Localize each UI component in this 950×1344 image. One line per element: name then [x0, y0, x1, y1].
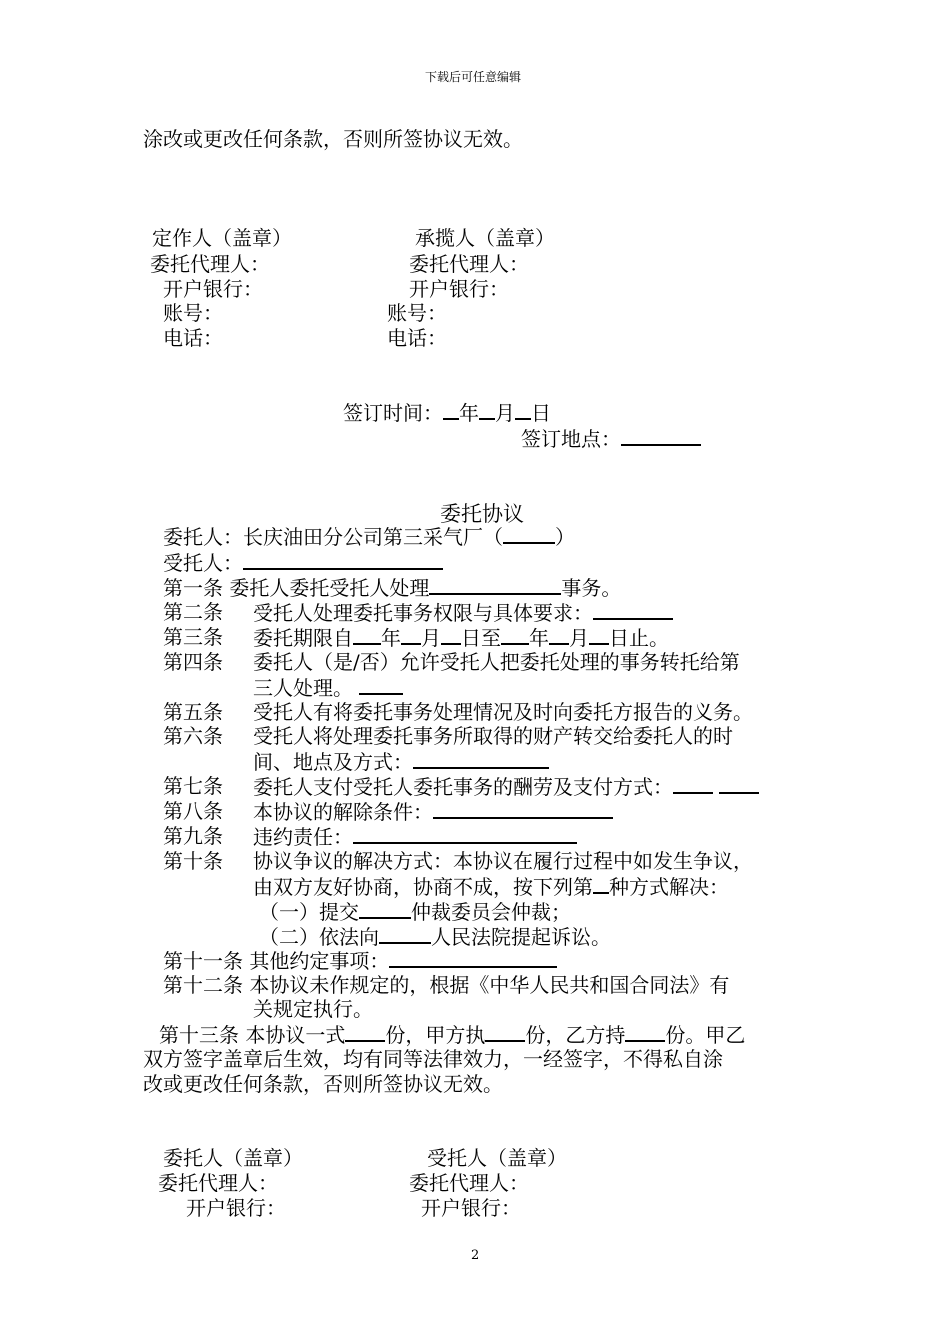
- party-a-seal-label: 定作人（盖章）: [152, 226, 292, 250]
- article-1: [163, 575, 621, 600]
- blank-end-day: [589, 625, 609, 645]
- article-text: 由双方友好协商，协商不成，按下列第: [253, 875, 593, 899]
- blank-choice: [359, 675, 403, 695]
- article-9-text: [253, 824, 577, 849]
- document-title: 委托协议: [440, 502, 524, 526]
- client-seal-label: 委托人（盖章）: [163, 1146, 303, 1170]
- article-10-option-2: [259, 924, 611, 949]
- article-text: 委托人委托受托人处理: [229, 576, 430, 600]
- option-text: （二）依法向: [259, 925, 379, 949]
- party-b-bank-label: 开户银行：: [409, 277, 509, 301]
- client-line: [163, 524, 575, 549]
- trustee-agent-label: 委托代理人：: [409, 1171, 529, 1195]
- article-4-line-1: 委托人（是/否）允许受托人把委托处理的事务转托给第: [253, 650, 740, 674]
- blank-liability: [353, 824, 577, 844]
- blank-trustee: [243, 550, 443, 570]
- blank-payment-1: [673, 774, 713, 794]
- page-number: 2: [471, 1248, 480, 1263]
- article-12-line-2: 关规定执行。: [253, 997, 373, 1021]
- article-3-number: 第三条: [163, 625, 223, 649]
- article-6-line-2: [253, 749, 549, 774]
- article-4-number: 第四条: [163, 650, 223, 674]
- trustee-line: [163, 550, 443, 575]
- month-label: 月: [569, 626, 589, 650]
- blank-transfer-method: [413, 749, 549, 769]
- previous-contract-tail: 涂改或更改任何条款，否则所签协议无效。: [143, 127, 523, 151]
- article-5-text: 受托人有将委托事务处理情况及时向委托方报告的义务。: [253, 700, 753, 724]
- blank-party-a-copies: [485, 1022, 525, 1042]
- article-text: 种方式解决：: [609, 875, 729, 899]
- article-text: 违约责任：: [253, 825, 353, 849]
- article-6-number: 第六条: [163, 724, 223, 748]
- blank-start-month: [401, 625, 421, 645]
- blank-termination: [433, 799, 613, 819]
- article-13-line-2: 双方签字盖章后生效，均有同等法律效力，一经签字，不得私自涂: [143, 1047, 723, 1071]
- article-3-text: [253, 625, 669, 650]
- article-9-number: 第九条: [163, 824, 223, 848]
- blank-court: [379, 924, 431, 944]
- client-label: 委托人：长庆油田分公司第三采气厂（: [163, 525, 503, 549]
- article-text: 第十三条 本协议一式: [159, 1023, 346, 1047]
- article-7-text: [253, 774, 759, 799]
- trustee-seal-label: 受托人（盖章）: [427, 1146, 567, 1170]
- blank-start-year: [353, 625, 381, 645]
- party-b-phone-label: 电话：: [387, 326, 447, 350]
- blank-other-terms: [389, 948, 557, 968]
- blank-copies: [345, 1022, 385, 1042]
- client-agent-label: 委托代理人：: [158, 1171, 278, 1195]
- option-text: （一）提交: [259, 900, 359, 924]
- blank-payment-2: [719, 774, 759, 794]
- article-10-number: 第十条: [163, 849, 223, 873]
- blank-end-month: [549, 625, 569, 645]
- article-13-line-3: 改或更改任何条款，否则所签协议无效。: [143, 1072, 503, 1096]
- article-13-line-1: [159, 1022, 745, 1047]
- day-to-label: 日至: [461, 626, 501, 650]
- party-a-bank-label: 开户银行：: [163, 277, 263, 301]
- article-8-number: 第八条: [163, 799, 223, 823]
- month-label: 月: [495, 401, 515, 425]
- article-text: 本协议的解除条件：: [253, 800, 433, 824]
- party-a-agent-label: 委托代理人：: [150, 252, 270, 276]
- sign-time-label: 签订时间：: [343, 401, 443, 425]
- day-label: 日: [531, 401, 551, 425]
- blank-method-number: [593, 874, 609, 894]
- month-label: 月: [421, 626, 441, 650]
- article-7-number: 第七条: [163, 774, 223, 798]
- article-text: 三人处理。: [253, 676, 353, 700]
- blank-arbitration: [359, 899, 411, 919]
- sign-time-line: [343, 400, 551, 425]
- blank-year: [443, 400, 459, 420]
- article-text: 份。甲乙: [665, 1023, 746, 1047]
- article-text: 事务。: [561, 576, 622, 600]
- blank-matter: [429, 575, 561, 595]
- article-text: 份，乙方持: [525, 1023, 626, 1047]
- close-paren: ）: [555, 525, 575, 549]
- article-8-text: [253, 799, 613, 824]
- article-number: 第十一条: [163, 949, 243, 973]
- option-text: 人民法院提起诉讼。: [431, 925, 611, 949]
- trustee-bank-label: 开户银行：: [421, 1196, 521, 1220]
- article-4-line-2: [253, 675, 403, 700]
- article-5-number: 第五条: [163, 700, 223, 724]
- trustee-label: 受托人：: [163, 551, 243, 575]
- article-text: 本协议未作规定的，根据《中华人民共和国合同法》有: [249, 973, 730, 997]
- blank-client-unit: [503, 524, 555, 544]
- blank-sign-place: [621, 426, 701, 446]
- sign-place-line: [521, 426, 701, 451]
- blank-end-year: [501, 625, 529, 645]
- sign-place-label: 签订地点：: [521, 427, 621, 451]
- blank-requirements: [593, 600, 673, 620]
- article-6-line-1: 受托人将处理委托事务所取得的财产转交给委托人的时: [253, 724, 733, 748]
- blank-start-day: [441, 625, 461, 645]
- client-bank-label: 开户银行：: [186, 1196, 286, 1220]
- article-text: 份，甲方执: [385, 1023, 486, 1047]
- option-text: 仲裁委员会仲裁；: [411, 900, 571, 924]
- blank-month: [479, 400, 495, 420]
- article-12-line-1: [163, 973, 729, 997]
- article-2-text: [253, 600, 673, 625]
- article-text: 委托期限自: [253, 626, 353, 650]
- year-label: 年: [529, 626, 549, 650]
- party-b-account-label: 账号：: [387, 301, 447, 325]
- article-10-line-2: [253, 874, 729, 899]
- article-10-option-1: [259, 899, 571, 924]
- party-b-agent-label: 委托代理人：: [409, 252, 529, 276]
- article-number: 第一条: [163, 576, 223, 600]
- party-a-phone-label: 电话：: [163, 326, 223, 350]
- article-text: 其他约定事项：: [249, 949, 390, 973]
- party-b-seal-label: 承揽人（盖章）: [415, 226, 555, 250]
- year-label: 年: [381, 626, 401, 650]
- article-text: 委托人支付受托人委托事务的酬劳及支付方式：: [253, 775, 673, 799]
- article-text: 受托人处理委托事务权限与具体要求：: [253, 601, 593, 625]
- year-label: 年: [459, 401, 479, 425]
- page-header: 下载后可任意编辑: [425, 70, 522, 84]
- party-a-account-label: 账号：: [163, 301, 223, 325]
- day-end-label: 日止。: [609, 626, 669, 650]
- blank-party-b-copies: [625, 1022, 665, 1042]
- blank-day: [515, 400, 531, 420]
- article-10-line-1: 协议争议的解决方式：本协议在履行过程中如发生争议，: [253, 849, 753, 873]
- article-2-number: 第二条: [163, 600, 223, 624]
- article-text: 间、地点及方式：: [253, 750, 413, 774]
- article-11: [163, 948, 557, 973]
- article-number: 第十二条: [163, 973, 243, 997]
